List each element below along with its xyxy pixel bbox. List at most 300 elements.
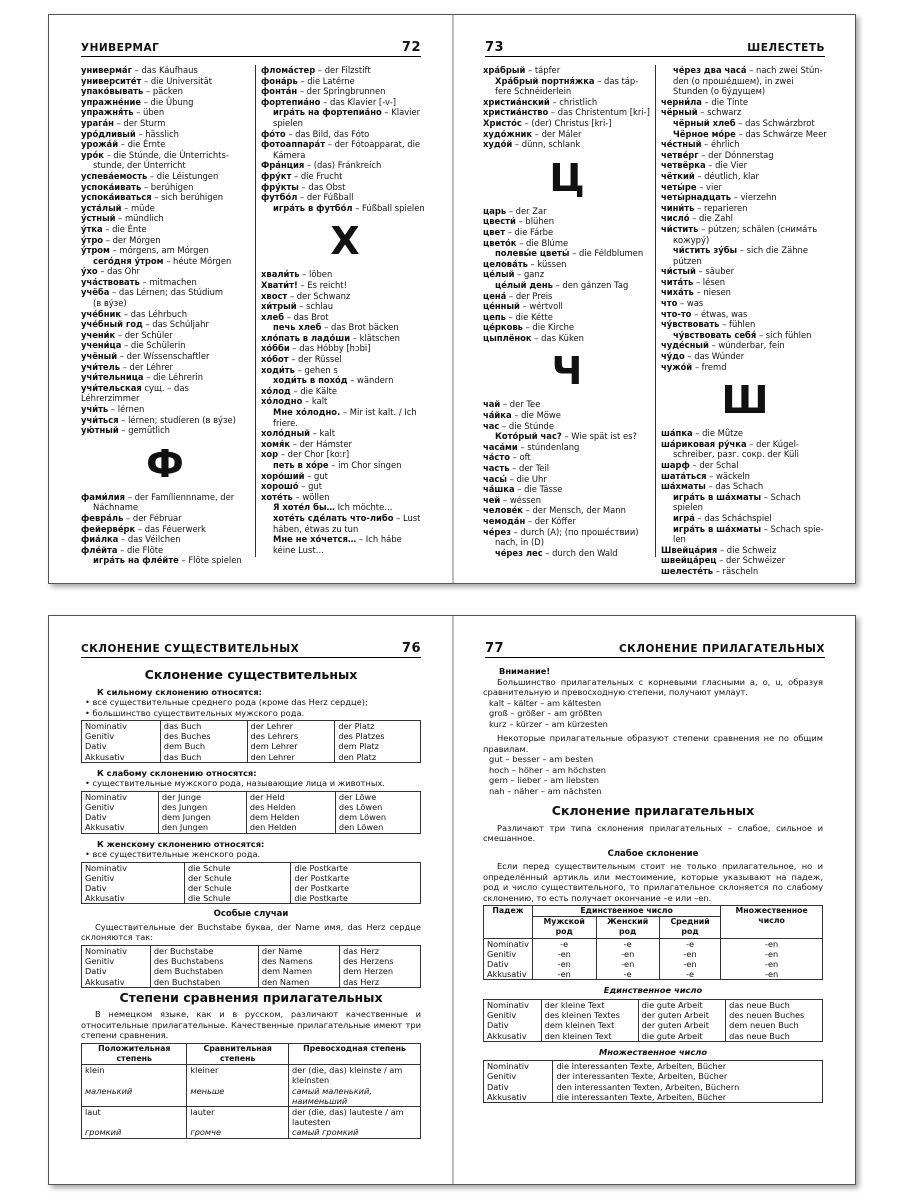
translation: – der Preis: [506, 290, 553, 301]
headword: ую́тный: [81, 425, 119, 436]
dictionary-entry: [261, 150, 429, 161]
table-cell: dem Buchstaben: [150, 966, 258, 976]
dictionary-entry: [81, 534, 249, 545]
dictionary-entry: [261, 418, 429, 429]
declension-table: [81, 720, 421, 763]
example-line: kalt – kälter – am kältesten: [489, 697, 602, 708]
translation: – das Véilchen: [118, 534, 181, 545]
table-row: [82, 1127, 421, 1138]
headword: че́стный: [661, 139, 702, 150]
table-cell: dem Platz: [335, 741, 421, 751]
translation: – blühen: [515, 216, 555, 227]
section-heading: Склонение прилагательных: [551, 803, 755, 818]
translation: – wändern: [347, 375, 394, 386]
translation: – der Máler: [532, 128, 582, 139]
table-row: [484, 938, 823, 949]
dictionary-entry: [261, 129, 429, 140]
headword: ша́хматы: [661, 481, 706, 492]
headword: Мне не хо́чется…: [273, 534, 357, 545]
headword: часы́: [483, 473, 507, 484]
table-row: [484, 1031, 823, 1042]
table-cell: dem Helden: [246, 812, 335, 822]
dictionary-entry: [81, 129, 249, 140]
translation: – die Frucht: [291, 170, 343, 181]
running-head: [81, 640, 421, 658]
subsection-heading: Единственное число: [603, 985, 703, 996]
headword: чай: [483, 399, 501, 410]
translation: – was: [677, 298, 704, 309]
translation: – fremd: [692, 361, 727, 372]
table-cell: des Namens: [258, 956, 339, 966]
translation: – die Schweiz: [717, 544, 777, 555]
headword: что: [661, 298, 678, 309]
translation: – das Bild, das Fóto: [285, 128, 370, 139]
table-cell: der Postkarte: [291, 883, 421, 893]
ending-cell: -e: [532, 938, 596, 949]
table-cell: die interessanten Texte, Arbeiten, Bücher: [553, 1092, 823, 1103]
case-label: Nominativ: [82, 945, 151, 956]
table-cell: den Jungen: [158, 822, 246, 833]
subsection-heading: Слабое склонение: [607, 848, 699, 859]
headword: фру́кты: [261, 181, 299, 192]
ending-cell: -en: [659, 959, 720, 969]
headword: шарф: [661, 460, 690, 470]
translation: friere.: [273, 417, 298, 428]
case-label: Akkusativ: [484, 969, 533, 980]
headword: це́нный: [483, 301, 520, 312]
headword: чини́ть: [661, 202, 695, 213]
dictionary-entry: [81, 139, 249, 150]
page-number: 72: [401, 40, 421, 55]
ending-cell: -en: [721, 938, 823, 949]
dictionary-spread: [48, 14, 856, 584]
dictionary-entry: [261, 76, 429, 87]
dictionary-entry: [483, 484, 651, 495]
translation: – der Filzstift: [315, 65, 371, 75]
table-row: [82, 721, 421, 732]
translation: – Mir ist kalt. / Ich: [340, 407, 417, 418]
table-header: Множественное число: [721, 906, 823, 939]
case-label: Nominativ: [82, 791, 159, 802]
table-cell: громче: [187, 1127, 289, 1138]
dictionary-entry: [81, 545, 249, 556]
table-cell: dem Löwen: [335, 812, 420, 822]
translation: – mórgens, am Mórgen: [109, 245, 209, 256]
translation: – Flöte spielen: [178, 555, 242, 566]
table-row: [82, 741, 421, 751]
translation: – das táp-: [594, 75, 639, 86]
dictionary-entry: [261, 312, 429, 323]
dictionary-entry: [483, 442, 651, 453]
dictionary-entry: [483, 399, 651, 410]
headword: шелесте́ть: [661, 565, 714, 576]
ending-cell: -en: [532, 969, 596, 980]
dictionary-entry: [483, 291, 651, 302]
table-cell: den Namen: [258, 977, 339, 988]
translation: – wértvoll: [519, 301, 563, 312]
table-cell: das Buch: [160, 752, 247, 763]
table-row: [82, 945, 421, 956]
table-cell: laut: [82, 1106, 187, 1127]
translation: – die Blúme: [516, 237, 569, 248]
dictionary-entry: [483, 312, 651, 323]
translation: – die Stúnde, die Únterrichts-: [103, 149, 229, 160]
grammar-content: [81, 666, 421, 1144]
dictionary-entry: [81, 351, 249, 362]
case-label: Dativ: [82, 883, 185, 893]
case-label: Dativ: [82, 812, 159, 822]
dictionary-entry: [81, 404, 249, 415]
declension-table: [483, 999, 823, 1042]
table-cell: den interessanten Texten, Arbeiten, Büchern: [553, 1082, 823, 1092]
dictionary-entry: [483, 107, 651, 118]
table-cell: dem Namen: [258, 966, 339, 976]
translation: – der Kúgel-: [746, 438, 799, 449]
dictionary-entry: [661, 481, 829, 492]
case-label: Nominativ: [82, 862, 185, 873]
headword: игра́ть в футбо́л: [273, 202, 353, 213]
translation: – lérnen: [108, 404, 145, 414]
case-label: Genitiv: [484, 1010, 542, 1020]
dictionary-entry: [81, 524, 249, 535]
headword: ша́риковая ру́чка: [661, 438, 747, 449]
headword: Мне хо́лодно.: [273, 407, 341, 418]
translation: – die Universität: [141, 75, 212, 86]
headword: че́рез лес: [495, 547, 543, 558]
translation: – ganz: [514, 269, 545, 280]
translation: – schlau: [296, 301, 334, 312]
dictionary-entry: [483, 474, 651, 485]
dictionary-entry: [261, 97, 429, 108]
dictionary-entry: [81, 298, 249, 309]
dictionary-entry: [483, 280, 651, 291]
column-divider: [255, 65, 256, 557]
table-cell: kleiner: [187, 1065, 289, 1086]
dictionary-entry: [661, 203, 829, 214]
headword: четвёрка: [661, 160, 706, 171]
page-76: [49, 616, 453, 1184]
ending-cell: -e: [596, 969, 659, 980]
table-row: [484, 1061, 823, 1072]
case-label: Akkusativ: [82, 977, 151, 988]
translation: – Wie spät ist es?: [561, 431, 637, 442]
table-row: [484, 1010, 823, 1020]
running-head-title: СКЛОНЕНИЕ ПРИЛАГАТЕЛЬНЫХ: [618, 643, 825, 655]
example-line: gut – besser – am besten: [489, 754, 594, 764]
dictionary-entry: [483, 86, 651, 97]
translation: – schwarz: [697, 107, 742, 118]
headword: учи́ть: [81, 404, 109, 414]
translation: – der Wíssenschaftler: [117, 351, 210, 362]
translation: – éhrlich: [701, 139, 740, 150]
translation: – Schach spielen: [673, 491, 801, 513]
table-header: Превосходная степень: [289, 1043, 421, 1064]
headword: ча́шка: [483, 484, 515, 495]
example-line: kurz – kürzer – am kürzesten: [489, 718, 608, 729]
dictionary-entry: [483, 216, 651, 227]
table-cell: des Herzens: [340, 956, 421, 966]
headword: упако́вывать: [81, 86, 144, 97]
translation: – der Hámster: [290, 438, 352, 449]
table-cell: der Buchstabe: [150, 945, 258, 956]
page-number: 77: [485, 641, 505, 656]
translation: – berúhigen: [141, 181, 194, 192]
headword: худо́й: [483, 139, 513, 150]
dictionary-entry: [661, 76, 829, 87]
dictionary-entry: [261, 534, 429, 545]
dictionary-entry: [661, 224, 829, 235]
translation: – gemǘtlich: [118, 425, 170, 436]
headword: у́тром: [81, 245, 110, 256]
translation: – die Zahl: [689, 213, 733, 224]
dictionary-entry: [661, 298, 829, 309]
dictionary-entry: [261, 291, 429, 302]
case-label: Dativ: [82, 741, 161, 751]
example-line: nah – näher – am nächsten: [489, 785, 602, 796]
subsection-heading: К женскому склонению относятся:: [97, 838, 265, 849]
dictionary-entry: [261, 171, 429, 182]
dictionary-entry: [661, 513, 829, 524]
dictionary-entry: [483, 410, 651, 421]
table-row: [484, 1082, 823, 1092]
dictionary-entry: [81, 340, 249, 351]
translation: – der Teil: [509, 463, 550, 474]
translation: – wöllen: [292, 491, 330, 502]
translation: – das Léhrbuch: [121, 308, 188, 319]
table-cell: das Herz: [340, 977, 421, 988]
dictionary-entry: [81, 192, 249, 203]
headword: цвет: [483, 226, 506, 237]
headword: челове́к: [483, 505, 523, 516]
endings-table: [483, 905, 823, 980]
headword: полевы́е цветы́: [495, 248, 570, 259]
dictionary-entry: [261, 449, 429, 460]
dictionary-entry: [261, 280, 429, 291]
paragraph: Различают три типа склонения прилагательных – слабое, сильное и смешанное.: [483, 822, 823, 843]
ending-cell: -en: [532, 959, 596, 969]
dictionary-entry: [81, 256, 249, 267]
translation: – christlich: [549, 96, 598, 107]
table-row: [82, 977, 421, 988]
headword: ча́сто: [483, 452, 510, 463]
dictionary-entry: [661, 439, 829, 450]
headword: фортепиа́но: [261, 96, 321, 107]
ending-cell: -en: [721, 949, 823, 959]
dictionary-entry: [261, 182, 429, 193]
page-72: [49, 15, 453, 583]
translation: – (das) Fránkreich: [304, 160, 382, 171]
dictionary-entry: [661, 492, 829, 513]
section-letter: Х: [330, 219, 360, 264]
table-cell: dem Herzen: [340, 966, 421, 976]
dictionary-entry: [81, 224, 249, 235]
table-cell: der guten Arbeit: [638, 1020, 726, 1030]
headword: цепь: [483, 311, 506, 322]
translation: – kalt: [310, 428, 336, 439]
dictionary-entry: [483, 527, 651, 538]
dictionary-entry: [661, 428, 829, 439]
headword: фонта́н: [261, 86, 298, 97]
headword: чёткий: [661, 170, 695, 181]
dictionary-entry: [81, 65, 249, 76]
headword: фиа́лка: [81, 534, 119, 545]
case-label: Akkusativ: [484, 1092, 553, 1103]
translation: – étwas, was: [691, 308, 748, 319]
dictionary-entry: [261, 269, 429, 280]
headword: игра́ть на фортепиа́но: [273, 107, 382, 118]
translation: – hässlich: [135, 128, 179, 139]
translation: – vierzehn: [731, 192, 777, 203]
table-row: [82, 1106, 421, 1127]
dictionary-entry: [661, 65, 829, 76]
case-label: Akkusativ: [82, 893, 185, 904]
translation: – Es reicht!: [297, 279, 347, 290]
translation: – dünn, schlank: [512, 139, 581, 150]
table-row: [82, 1065, 421, 1086]
dictionary-entry: [661, 460, 829, 471]
ending-cell: -en: [532, 949, 596, 959]
running-head-title: СКЛОНЕНИЕ СУЩЕСТВИТЕЛЬНЫХ: [81, 643, 300, 655]
dictionary-entry: [81, 277, 249, 288]
dictionary-entry: [661, 139, 829, 150]
headword: учёба: [81, 287, 110, 298]
dictionary-entry: [661, 449, 829, 460]
table-cell: die gute Arbeit: [638, 999, 726, 1010]
headword: цыплёнок: [483, 332, 532, 343]
dictionary-entry: [81, 513, 249, 524]
ending-cell: -e: [596, 938, 659, 949]
dictionary-entry: [261, 524, 429, 535]
dictionary-entry: [483, 333, 651, 344]
table-row: [82, 873, 421, 883]
table-header: Средний род: [659, 917, 720, 938]
translation: den (о проше́дшем), in zwei: [673, 75, 794, 86]
table-cell: der Junge: [158, 791, 246, 802]
dictionary-entry: [81, 555, 249, 566]
table-cell: der Löwe: [335, 791, 420, 802]
ending-cell: -en: [659, 949, 720, 959]
headword: Хра́брый портня́жка: [495, 75, 595, 86]
headword: упражне́ние: [81, 96, 142, 107]
running-head: [81, 39, 421, 57]
table-header: Падеж: [484, 906, 533, 939]
headword: у́тро: [81, 234, 104, 245]
table-cell: lauter: [187, 1106, 289, 1127]
translation: – küssen: [527, 258, 567, 269]
headword: Кото́рый час?: [495, 431, 562, 442]
dictionary-entry: [661, 534, 829, 545]
dictionary-column: [661, 65, 829, 577]
translation: – die Schülerin: [121, 340, 186, 351]
headword: хоте́ть: [261, 491, 293, 502]
dictionary-entry: [81, 76, 249, 87]
headword: хо́лод: [261, 385, 291, 396]
translation: spielen: [273, 117, 303, 128]
grammar-content: [483, 666, 823, 1108]
headword: черни́ла: [661, 96, 702, 107]
translation: – klätschen: [350, 332, 400, 343]
dictionary-entry: [261, 322, 429, 333]
table-row: [484, 999, 823, 1010]
headword: це́лый: [483, 269, 515, 280]
table-cell: маленький: [82, 1086, 187, 1107]
dictionary-entry: [81, 213, 249, 224]
example-line: gern – lieber – am liebsten: [489, 775, 599, 785]
subsection-heading: Особые случаи: [213, 909, 289, 920]
case-label: Akkusativ: [484, 1031, 542, 1042]
table-cell: der (die, das) lauteste / am lautesten: [289, 1106, 421, 1127]
table-cell: die Postkarte: [291, 862, 421, 873]
translation: – gehen s: [294, 364, 338, 375]
table-cell: den Platz: [335, 752, 421, 763]
translation: – löben: [299, 269, 333, 280]
dictionary-entry: [81, 97, 249, 108]
headword: ча́йка: [483, 410, 512, 421]
translation: – das Brot: [284, 311, 329, 322]
dictionary-entry: [81, 372, 249, 383]
translation: – die Fárbe: [505, 226, 554, 237]
dictionary-entry: [81, 171, 249, 182]
headword: Хвати́т!: [261, 279, 298, 290]
running-head: [485, 640, 825, 658]
table-cell: das Herz: [340, 945, 421, 956]
translation: – der Rüssel: [288, 354, 342, 365]
headword: учи́тельница: [81, 372, 144, 383]
dictionary-entry: [261, 375, 429, 386]
translation: – die Latérne: [297, 75, 355, 86]
headword: у́хо: [81, 266, 98, 277]
translation: – müde: [121, 202, 155, 213]
table-cell: des neuen Buches: [726, 1010, 823, 1020]
table-cell: der (die, das) kleinste / am kleinsten: [289, 1065, 421, 1086]
translation: – den gánzen Tag: [552, 279, 629, 290]
table-row: [82, 812, 421, 822]
translation: сущ. – das Léhrerzimmer: [81, 382, 189, 404]
translation: – wäckeln: [706, 470, 750, 481]
translation: – gut: [298, 481, 322, 492]
dictionary-entry: [661, 235, 829, 246]
headword: хра́брый: [483, 65, 526, 75]
translation: – das Schach: [705, 481, 764, 492]
translation: – die Vier: [705, 160, 748, 171]
dictionary-entry: [661, 150, 829, 161]
headword: футбо́л: [261, 192, 298, 203]
dictionary-entry: [483, 463, 651, 474]
subsection-heading: К слабому склонению относятся:: [97, 767, 257, 778]
translation: – die Léhrerin: [143, 372, 204, 383]
dictionary-entry: [483, 452, 651, 463]
headword: чи́стый: [661, 266, 696, 277]
table-cell: klein: [82, 1065, 187, 1086]
ending-cell: -en: [596, 949, 659, 959]
table-row: [82, 966, 421, 976]
ending-cell: -en: [721, 969, 823, 980]
headword: хомя́к: [261, 438, 291, 449]
dictionary-entry: [81, 182, 249, 193]
dictionary-entry: [483, 259, 651, 270]
table-row: [82, 893, 421, 904]
example-line: hoch – höher – am höchsten: [489, 764, 607, 775]
dictionary-entry: [483, 206, 651, 217]
dictionary-entry: [261, 343, 429, 354]
translation: – Fúßball spielen: [352, 202, 425, 213]
dictionary-entry: [661, 192, 829, 203]
ending-cell: -en: [721, 959, 823, 969]
dictionary-entry: [661, 86, 829, 97]
headword: что-то: [661, 308, 692, 319]
headword: игра́: [673, 512, 695, 523]
table-cell: der Lehrer: [247, 721, 335, 732]
